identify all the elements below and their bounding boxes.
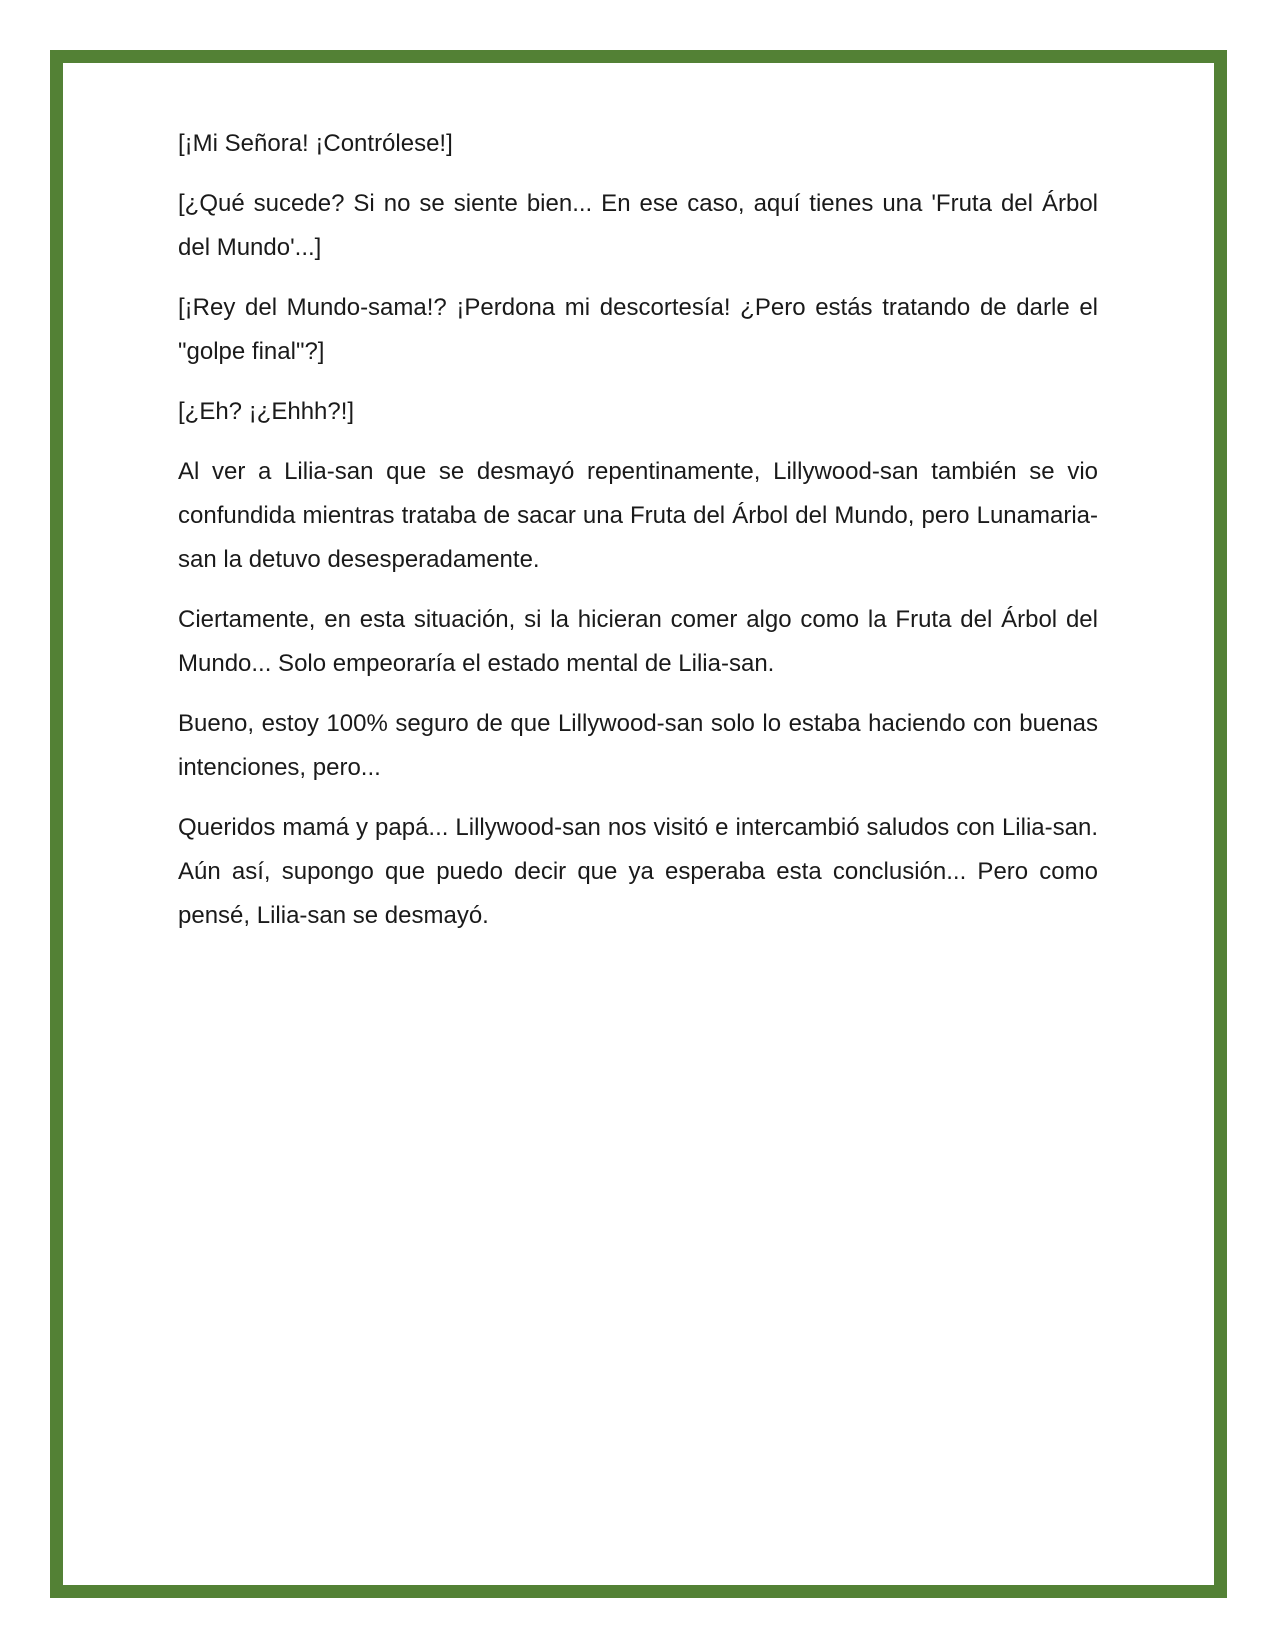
paragraph-8: Queridos mamá y papá... Lillywood-san nos visitó e intercambió saludos con Lilia-san. Aún así, supongo que puedo decir que ya esperaba esta conclusión... Pero como pensé, Lilia-san se desmayó. [178,814,1098,929]
document-text-body [178,122,1098,954]
paragraph-2: [¿Qué sucede? Si no se siente bien... En ese caso, aquí tienes una 'Fruta del Árbol del Mundo'...] [178,190,1098,261]
paragraph-1: [¡Mi Señora! ¡Contrólese!] [178,130,453,157]
paragraph-3: [¡Rey del Mundo-sama!? ¡Perdona mi descortesía! ¿Pero estás tratando de darle el "golpe final"?] [178,294,1098,365]
paragraph-7: Bueno, estoy 100% seguro de que Lillywood-san solo lo estaba haciendo con buenas intenciones, pero... [178,710,1098,781]
paragraph-5: Al ver a Lilia-san que se desmayó repentinamente, Lillywood-san también se vio confundida mientras trataba de sacar una Fruta del Árbol del Mundo, pero Lunamaria-san la detuvo desesperadamente. [178,458,1098,573]
paragraph-6: Ciertamente, en esta situación, si la hicieran comer algo como la Fruta del Árbol del Mundo... Solo empeoraría el estado mental de Lilia-san. [178,606,1098,677]
paragraph-4: [¿Eh? ¡¿Ehhh?!] [178,398,355,425]
